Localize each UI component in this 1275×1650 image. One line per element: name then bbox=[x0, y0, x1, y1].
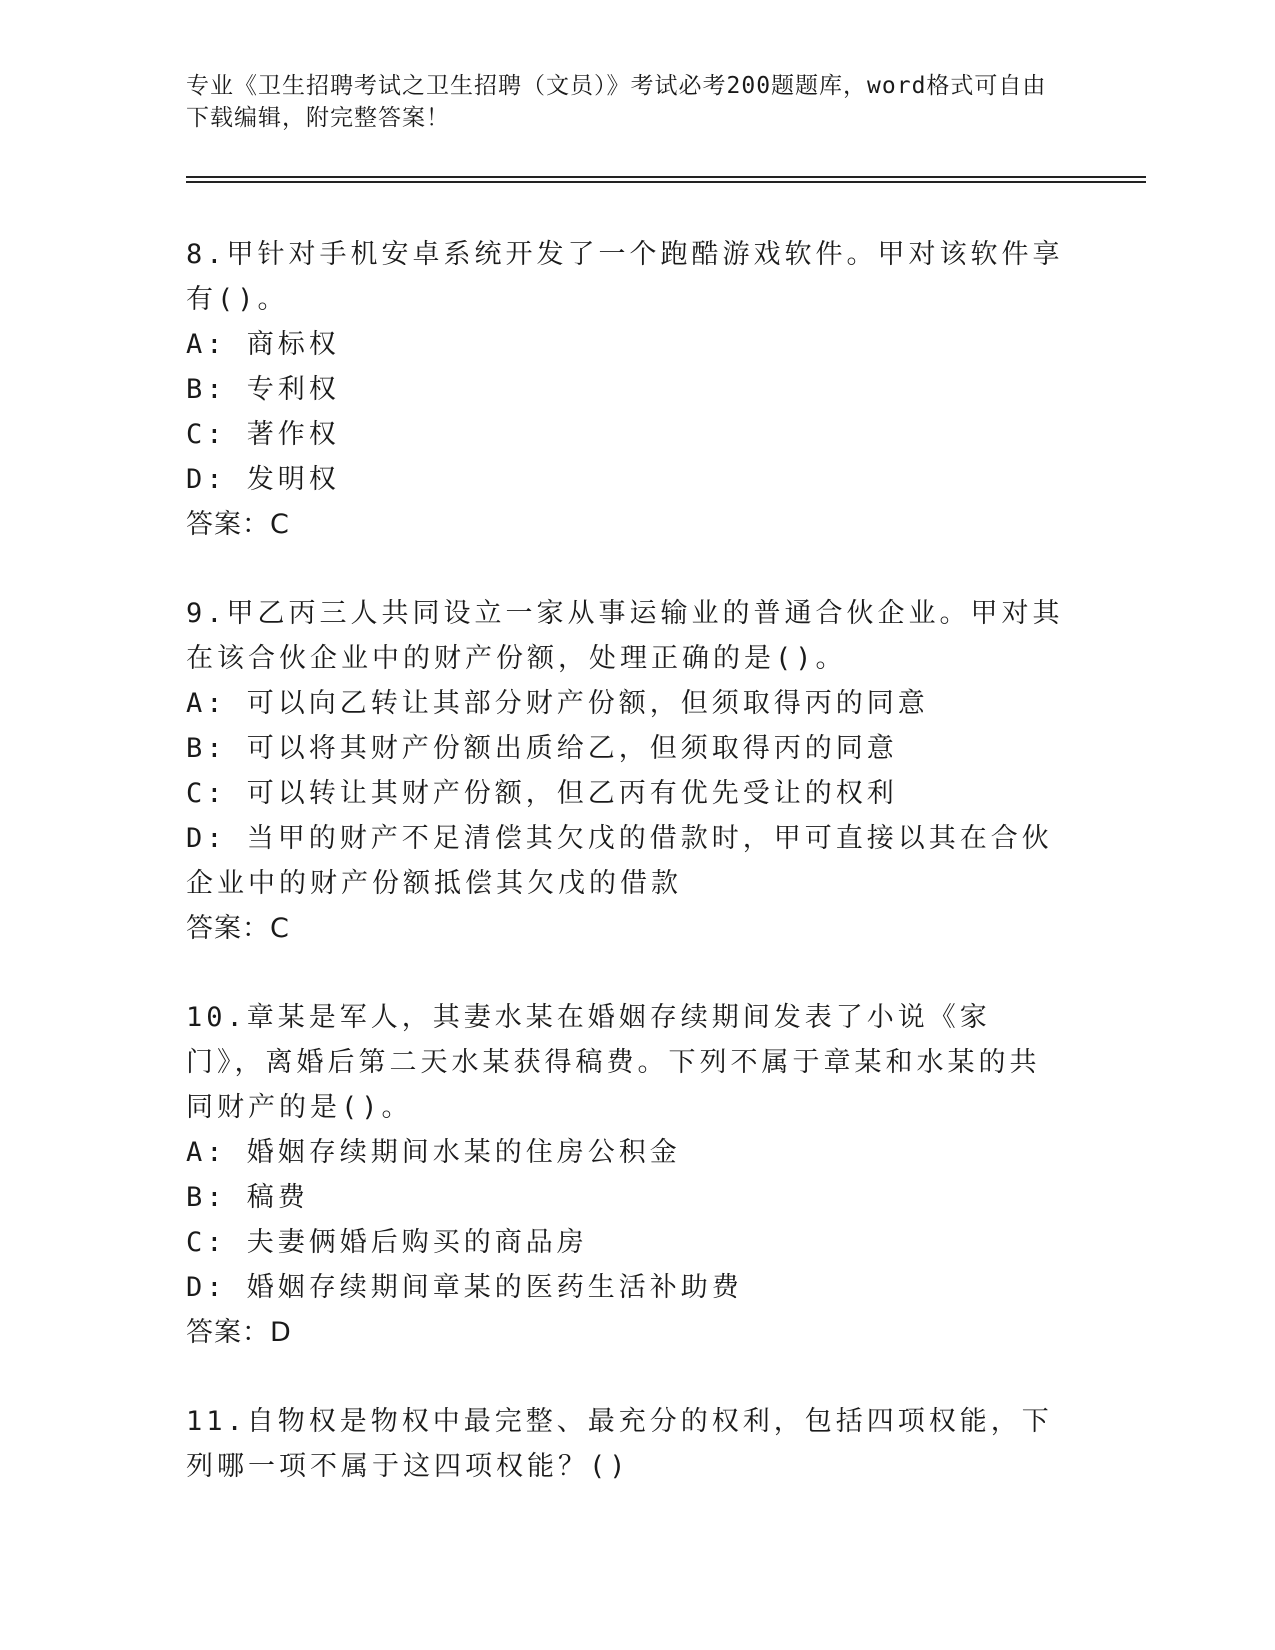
option-a: A: 商标权 bbox=[186, 329, 340, 360]
question-11 bbox=[186, 1399, 1066, 1489]
question-stem: 8.甲针对手机安卓系统开发了一个跑酷游戏软件。甲对该软件享有()。 bbox=[186, 239, 1064, 315]
option-c: C: 著作权 bbox=[186, 419, 340, 450]
answer-line: 答案：C bbox=[186, 913, 290, 944]
option-d: D: 婚姻存续期间章某的医药生活补助费 bbox=[186, 1272, 743, 1303]
intro-text: 专业《卫生招聘考试之卫生招聘（文员）》考试必考200题题库，word格式可自由下载编辑，附完整答案！ bbox=[186, 73, 1047, 131]
option-a: A: 可以向乙转让其部分财产份额，但须取得丙的同意 bbox=[186, 688, 929, 719]
option-d: D: 当甲的财产不足清偿其欠戊的借款时，甲可直接以其在合伙企业中的财产份额抵偿其欠戊的借款 bbox=[186, 823, 1053, 899]
header-divider-bottom bbox=[186, 181, 1146, 183]
question-10 bbox=[186, 995, 1066, 1355]
document-header bbox=[186, 70, 1146, 134]
option-a: A: 婚姻存续期间水某的住房公积金 bbox=[186, 1137, 681, 1168]
question-8 bbox=[186, 232, 1066, 547]
option-b: B: 专利权 bbox=[186, 374, 340, 405]
answer-line: 答案：C bbox=[186, 509, 290, 540]
option-c: C: 夫妻俩婚后购买的商品房 bbox=[186, 1227, 588, 1258]
option-c: C: 可以转让其财产份额，但乙丙有优先受让的权利 bbox=[186, 778, 898, 809]
question-stem: 11.自物权是物权中最完整、最充分的权利，包括四项权能，下列哪一项不属于这四项权能？() bbox=[186, 1406, 1053, 1482]
option-b: B: 可以将其财产份额出质给乙，但须取得丙的同意 bbox=[186, 733, 898, 764]
question-list bbox=[186, 232, 1066, 1533]
header-divider-top bbox=[186, 176, 1146, 178]
answer-line: 答案：D bbox=[186, 1317, 292, 1348]
question-9 bbox=[186, 591, 1066, 951]
option-b: B: 稿费 bbox=[186, 1182, 309, 1213]
option-d: D: 发明权 bbox=[186, 464, 340, 495]
question-stem: 9.甲乙丙三人共同设立一家从事运输业的普通合伙企业。甲对其在该合伙企业中的财产份额，处理正确的是()。 bbox=[186, 598, 1064, 674]
question-stem: 10.章某是军人，其妻水某在婚姻存续期间发表了小说《家门》，离婚后第二天水某获得稿费。下列不属于章某和水某的共同财产的是()。 bbox=[186, 1002, 1041, 1123]
